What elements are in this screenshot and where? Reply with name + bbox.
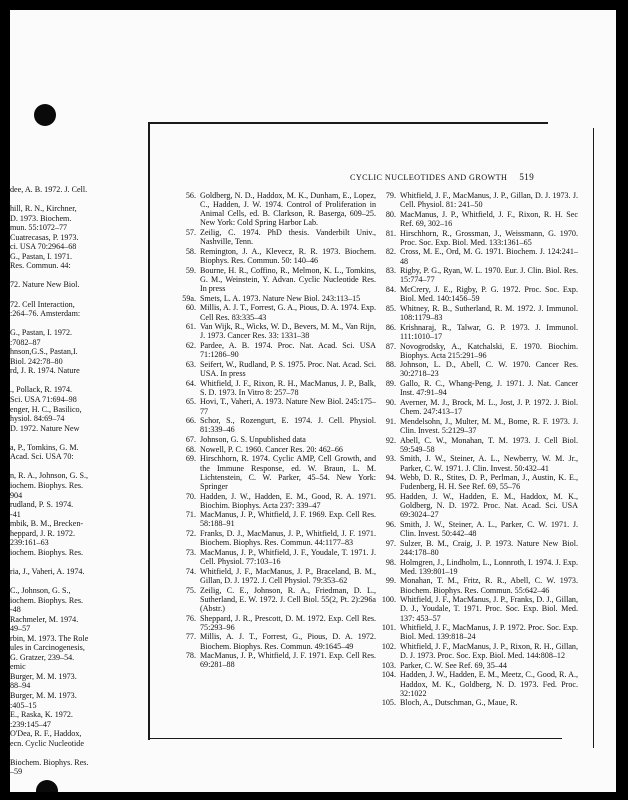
left-fragment-line: 49–57 xyxy=(10,624,31,634)
reference-entry xyxy=(178,454,376,491)
reference-number: 88. xyxy=(385,360,396,370)
reference-text: Novogrodsky, A., Katchalski, E. 1970. Biochim. Biophys. Acta 215:291–96 xyxy=(400,341,578,360)
reference-number: 58. xyxy=(185,246,196,256)
reference-text: Seifert, W., Rudland, P. S. 1975. Proc. Nat. Acad. Sci. USA. In press xyxy=(200,359,376,378)
reference-number: 89. xyxy=(385,379,396,389)
left-fragment-line: rudland, P. S. 1974. xyxy=(10,500,74,510)
reference-text: Bloch, A., Dutschman, G., Maue, R. xyxy=(400,698,518,708)
scanned-page xyxy=(10,10,616,792)
reference-text: Webb, D. R., Stites, D. P., Perlman, J., Austin, K. E., Fudenberg, H. H. See Ref. 69, 55–76 xyxy=(400,473,578,492)
reference-text: Hadden, J. W., Hadden, E. M., Good, R. A. 1971. Biochim. Biophys. Acta 237: 339–47 xyxy=(200,491,376,510)
reference-entry xyxy=(378,398,578,416)
left-fragment-line: Biochem. Biophys. Res. xyxy=(10,757,89,767)
left-fragment-line: ecn. Cyclic Nucleotide xyxy=(10,738,84,748)
left-fragment-line: Acad. Sci. USA 70: xyxy=(10,452,74,462)
reference-entry xyxy=(178,416,376,434)
left-fragment-line: mbik, B. M., Brecken- xyxy=(10,519,84,529)
reference-entry xyxy=(378,623,578,641)
reference-text: Johnson, L. D., Abell, C. W. 1970. Cancer Res. 30:2718–23 xyxy=(400,360,578,379)
reference-text: Bourne, H. R., Coffino, R., Melmon, K. L., Tomkins, G. M., Weinstein, Y. Advan. Cyclic Nucleotide Res. In press xyxy=(200,265,376,294)
reference-entry xyxy=(378,266,578,284)
left-fragment-line: G. Gratzer, 239–54. xyxy=(10,652,75,662)
reference-text: Franks, D. J., MacManus, J. P., Whitfield, J. F. 1971. Biochem. Biophys. Res. Commun. 44:1177–83 xyxy=(200,529,376,548)
left-fragment-line: G., Pastan, I. 1971. xyxy=(10,251,73,261)
reference-number: 78. xyxy=(185,651,196,661)
reference-number: 84. xyxy=(385,285,396,295)
reference-text: Holmgren, J., Lindholm, L., Lonnroth, I. 1974. J. Exp. Med. 139:801–19 xyxy=(400,557,578,576)
reference-number: 86. xyxy=(385,322,396,332)
reference-text: Hirschhorn, R., Grossman, J., Weissmann, G. 1970. Proc. Soc. Exp. Biol. Med. 133:1361–65 xyxy=(400,228,578,247)
page-number: 519 xyxy=(519,172,535,182)
reference-number: 59a. xyxy=(182,293,196,303)
left-fragment-line: 72. Cell Interaction, xyxy=(10,299,75,309)
reference-entry xyxy=(178,228,376,246)
reference-text: Zeilig, C. 1974. PhD thesis. Vanderbilt Univ., Nashville, Tenn. xyxy=(200,228,376,247)
left-fragment-line: heppard, J. R. 1972. xyxy=(10,528,75,538)
reference-entry xyxy=(378,642,578,660)
reference-text: Smith, J. W., Steiner, A. L., Parker, C. W. 1971. J. Clin. Invest. 50:442–48 xyxy=(400,519,578,539)
left-fragment-line xyxy=(10,319,128,329)
reference-text: Abell, C. W., Monahan, T. M. 1973. J. Cell Biol. 59:549–58 xyxy=(400,435,578,454)
left-fragment-line: 904 xyxy=(10,490,23,500)
reference-entry xyxy=(178,632,376,650)
reference-entry xyxy=(378,436,578,454)
reference-text: Whitney, R. B., Sutherland, R. M. 1972. J. Immunol. 108:1179–83 xyxy=(400,303,578,323)
left-fragment-line: iochem. Biophys. Res. xyxy=(10,480,84,490)
page-edge-bottom xyxy=(148,738,562,739)
reference-entry xyxy=(178,614,376,632)
left-fragment-line: ci. USA 70:2964–68 xyxy=(10,242,77,252)
left-fragment-line: Res. Commun. 44: xyxy=(10,261,71,271)
reference-number: 83. xyxy=(385,266,396,276)
reference-number: 93. xyxy=(385,454,396,464)
left-fragment-line: 239:161–63 xyxy=(10,538,49,548)
reference-text: Mendelsohn, J., Multer, M. M., Bome, R. F. 1973. J. Clin. Invest. 5:2129–37 xyxy=(400,416,578,435)
reference-entry xyxy=(378,191,578,209)
reference-entry xyxy=(378,379,578,397)
left-fragment-line xyxy=(10,462,128,472)
left-fragment-line: -48 xyxy=(10,605,21,615)
reference-number: 103. xyxy=(381,660,396,670)
left-fragment-line xyxy=(10,290,128,300)
left-fragment-line: -41 xyxy=(10,509,21,519)
reference-entry xyxy=(178,322,376,340)
left-fragment-line xyxy=(10,748,128,758)
reference-number: 75. xyxy=(185,585,196,595)
reference-number: 82. xyxy=(385,247,396,257)
left-fragment-line: Burger, M. M. 1973. xyxy=(10,671,77,681)
reference-entry xyxy=(378,520,578,538)
reference-text: Whitfield, J. F., MacManus, J. P., Rixon, R. H., Gillan, D. J. 1973. Proc. Soc. Exp. Biol. Med. 144:808–12 xyxy=(400,642,578,661)
reference-entry xyxy=(378,576,578,594)
reference-text: Sulzer, B. M., Craig, J. P. 1973. Nature New Biol. 244:178–80 xyxy=(400,538,578,557)
left-fragment-line: 88–94 xyxy=(10,681,31,691)
reference-text: Rigby, P. G., Ryan, W. L. 1970. Eur. J. Clin. Biol. Res. 15:774–77 xyxy=(400,266,578,285)
reference-number: 71. xyxy=(185,510,196,520)
left-fragment-line: hnson,G.S., Pastan,I. xyxy=(10,347,78,357)
reference-number: 101. xyxy=(381,623,396,633)
left-fragment-line: C., Johnson, G. S., xyxy=(10,585,71,595)
left-fragment-line: hysiol. 84:69–74 xyxy=(10,414,65,424)
reference-entry xyxy=(378,558,578,576)
punch-hole-bottom xyxy=(36,780,58,792)
reference-number: 64. xyxy=(185,378,196,388)
reference-entry xyxy=(178,294,376,303)
reference-number: 72. xyxy=(185,529,196,539)
reference-number: 99. xyxy=(385,576,396,586)
reference-text: Pardee, A. B. 1974. Proc. Nat. Acad. Sci. USA 71:1286–90 xyxy=(200,341,376,360)
reference-text: Millis, A. J. T., Forrest, G. A., Pious, D. A. 1974. Exp. Cell Res. 83:335–43 xyxy=(200,303,376,322)
reference-number: 104. xyxy=(381,670,396,680)
left-fragment-line: ., Pollack, R. 1974. xyxy=(10,385,73,395)
reference-entry xyxy=(178,510,376,528)
left-fragment-line: D. 1973. Biochem. xyxy=(10,213,72,223)
reference-entry xyxy=(378,229,578,247)
page-edge-top xyxy=(148,122,548,124)
reference-entry xyxy=(178,586,376,613)
reference-text: Nowell, P. C. 1960. Cancer Res. 20: 462–66 xyxy=(200,444,343,454)
reference-entry xyxy=(378,417,578,435)
reference-number: 85. xyxy=(385,303,396,313)
left-fragment-line: D. 1972. Nature New xyxy=(10,423,80,433)
reference-text: MacManus, J. P., Whitfield, J. F. 1969. Exp. Cell Res. 58:188–91 xyxy=(200,510,376,529)
reference-text: Remington, J. A., Klevecz, R. R. 1973. Biochem. Biophys. Res. Commun. 50: 140–46 xyxy=(200,246,376,266)
reference-text: Millis, A. J. T., Forrest, G., Pious, D. A. 1972. Biochem. Biophys. Res. Commun. 49:1645–49 xyxy=(200,632,376,651)
reference-text: Smith, J. W., Steiner, A. L., Newberry, W. M. Jr., Parker, C. W. 1971. J. Clin. Invest. 50:432–41 xyxy=(400,454,578,473)
reference-number: 67. xyxy=(185,435,196,445)
reference-number: 94. xyxy=(385,473,396,483)
left-fragment-line: mun. 55:1072–77 xyxy=(10,223,68,233)
left-fragment-line: :239:145–47 xyxy=(10,719,51,729)
reference-number: 91. xyxy=(385,416,396,426)
punch-hole-top xyxy=(34,104,56,126)
reference-number: 102. xyxy=(381,642,396,651)
reference-number: 81. xyxy=(385,228,396,238)
left-fragment-line: –59 xyxy=(10,767,23,777)
reference-entry xyxy=(178,529,376,547)
left-fragment-line: Sci. USA 71:694–98 xyxy=(10,395,77,405)
reference-text: Whitfield, J. F., MacManus, J. P. 1972. Proc. Soc. Exp. Biol. Med. 139:818–24 xyxy=(400,623,578,642)
left-fragment-line xyxy=(10,433,128,443)
running-header xyxy=(350,172,534,182)
left-fragment-line: 72. Nature New Biol. xyxy=(10,280,80,290)
reference-entry xyxy=(378,304,578,322)
reference-text: Hirschhorn, R. 1974. Cyclic AMP, Cell Growth, and the Immune Response, ed. W. Braun, L. M. Lichtenstein, C. W. Parker, 45–54. New York: Springer xyxy=(200,454,376,491)
left-fragment-line: n, R. A., Johnson, G. S., xyxy=(10,471,89,481)
reference-number: 73. xyxy=(185,547,196,557)
reference-text: Gallo, R. C., Whang-Peng, J. 1971. J. Nat. Cancer Inst. 47:91–94 xyxy=(400,379,578,398)
reference-number: 63. xyxy=(185,359,196,369)
reference-entry xyxy=(178,435,376,444)
reference-text: Hadden, J. W., Hadden, E. M., Haddox, M. K., Goldberg, N. D. 1972. Proc. Nat. Acad. Sci. USA 69:3024–27 xyxy=(400,492,578,520)
reference-text: Hovi, T., Vaheri, A. 1973. Nature New Biol. 245:175–77 xyxy=(200,397,376,416)
reference-entry xyxy=(378,473,578,491)
left-fragment-line: rd, J. R. 1974. Nature xyxy=(10,366,80,376)
reference-entry xyxy=(178,360,376,378)
reference-entry xyxy=(178,266,376,293)
left-fragment-line: Biol. 242:78–80 xyxy=(10,356,63,366)
left-fragment-line: emic xyxy=(10,662,26,672)
left-fragment-line: hill, R. N., Kirchner, xyxy=(10,204,77,214)
reference-number: 79. xyxy=(385,191,396,200)
reference-text: Whitfield, J. F., MacManus, J. P., Gillan, D. J. 1973. J. Cell. Physiol. 81: 241–50 xyxy=(400,191,578,210)
reference-number: 57. xyxy=(185,228,196,238)
reference-entry xyxy=(378,595,578,622)
left-fragment-line xyxy=(10,557,128,567)
reference-entry xyxy=(378,210,578,228)
reference-entry xyxy=(378,492,578,519)
reference-number: 105. xyxy=(381,698,396,708)
reference-entry xyxy=(378,342,578,360)
reference-number: 90. xyxy=(385,397,396,407)
reference-entry xyxy=(378,360,578,378)
left-fragment-line: ules in Carcinogenesis, xyxy=(10,643,85,653)
reference-entry xyxy=(378,661,578,670)
reference-number: 80. xyxy=(385,209,396,219)
reference-entry xyxy=(378,539,578,557)
left-fragment-line: G., Pastan, I. 1972. xyxy=(10,328,73,338)
reference-entry xyxy=(378,698,578,707)
reference-entry xyxy=(178,303,376,321)
reference-text: Krishnaraj, R., Talwar, G. P. 1973. J. Immunol. 111:1010–17 xyxy=(400,322,578,341)
left-page-fragment xyxy=(10,185,128,777)
reference-entry xyxy=(378,454,578,472)
running-title: CYCLIC NUCLEOTIDES AND GROWTH xyxy=(350,173,508,182)
left-fragment-line: Rachmeler, M. 1974. xyxy=(10,614,79,624)
reference-number: 74. xyxy=(185,566,196,576)
reference-text: MacManus, J. P., Whitfield, J. F. 1971. Exp. Cell Res. 69:281–88 xyxy=(200,651,376,670)
reference-entry xyxy=(178,651,376,669)
reference-entry xyxy=(178,341,376,359)
reference-number: 96. xyxy=(385,519,396,529)
reference-text: Whitfield, J. F., MacManus, J. P., Franks, D. J., Gillan, D. J., Youdale, T. 1971. Proc. Soc. Exp. Biol. Med. 137: 453–57 xyxy=(400,595,578,623)
reference-number: 56. xyxy=(185,191,196,200)
reference-column-left xyxy=(178,191,376,670)
reference-text: Whitfield, J. F., Rixon, R. H., MacManus, J. P., Balk, S. D. 1973. In Vitro 8: 257–78 xyxy=(200,378,376,397)
reference-text: Zeilig, C. E., Johnson, R. A., Friedman, D. L., Sutherland, E. W. 1972. J. Cell Biol. 55(2, Pt. 2):296a (Abstr.) xyxy=(200,585,376,613)
reference-number: 68. xyxy=(185,444,196,454)
reference-text: Schor, S., Rozengurt, E. 1974. J. Cell. Physiol. 81:339–46 xyxy=(200,416,376,435)
reference-text: Johnson, G. S. Unpublished data xyxy=(200,435,306,445)
reference-text: Monahan, T. M., Fritz, R. R., Abell, C. W. 1973. Biochem. Biophys. Res. Commun. 55:642–46 xyxy=(400,576,578,595)
reference-number: 69. xyxy=(185,454,196,464)
page-edge-right xyxy=(593,128,594,748)
left-fragment-line: rbin, M. 1973. The Role xyxy=(10,633,89,643)
reference-number: 76. xyxy=(185,613,196,623)
reference-number: 66. xyxy=(185,416,196,426)
reference-text: MacManus, J. P., Whitfield, J. F., Youdale, T. 1971. J. Cell. Physiol. 77:103–16 xyxy=(200,547,376,567)
reference-entry xyxy=(178,567,376,585)
reference-entry xyxy=(178,247,376,265)
left-fragment-line: Cuatrecasas, P. 1973. xyxy=(10,232,79,242)
reference-entry xyxy=(178,191,376,228)
left-fragment-line xyxy=(10,576,128,586)
reference-number: 65. xyxy=(185,397,196,407)
left-fragment-line: :264–76. Amsterdam: xyxy=(10,309,81,319)
reference-number: 92. xyxy=(385,435,396,445)
reference-number: 62. xyxy=(185,341,196,350)
reference-entry xyxy=(178,445,376,454)
left-fragment-line: :7082–87 xyxy=(10,337,41,347)
reference-text: McCrery, J. E., Rigby, P. G. 1972. Proc. Soc. Exp. Biol. Med. 140:1456–59 xyxy=(400,285,578,304)
reference-number: 87. xyxy=(385,341,396,351)
left-fragment-line: dee, A. B. 1972. J. Cell. xyxy=(10,185,88,194)
reference-column-right xyxy=(378,191,578,708)
reference-number: 61. xyxy=(185,322,196,332)
reference-text: MacManus, J. P., Whitfield, J. F., Rixon, R. H. Sec Ref. 69, 302–16 xyxy=(400,209,578,228)
reference-number: 97. xyxy=(385,538,396,548)
left-fragment-line xyxy=(10,376,128,386)
reference-text: Goldberg, N. D., Haddox, M. K., Dunham, E., Lopez, C., Hadden, J. W. 1974. Control of Proliferation in Animal Cells, ed. B. Clarkson, R. Baserga, 609–25. New York: Cold Spring Harbor Lab. xyxy=(200,191,376,228)
reference-text: Van Wijk, R., Wicks, W. D., Bevers, M. M., Van Rijn, J. 1973. Cancer Res. 33: 1331–38 xyxy=(200,322,376,341)
reference-text: Sheppard, J. R., Prescott, D. M. 1972. Exp. Cell Res. 75:293–96 xyxy=(200,613,376,632)
reference-text: Whitfield, J. F., MacManus, J. P., Braceland, B. M., Gillan, D. J. 1972. J. Cell Physiol. 79:353–62 xyxy=(200,566,376,585)
reference-entry xyxy=(178,492,376,510)
reference-entry xyxy=(178,548,376,566)
reference-text: Cross, M. E., Ord, M. G. 1971. Biochem. J. 124:241–48 xyxy=(400,247,578,266)
reference-number: 100. xyxy=(381,595,396,605)
reference-entry xyxy=(378,670,578,697)
reference-entry xyxy=(378,247,578,265)
reference-text: Smets, L. A. 1973. Nature New Biol. 243:113–15 xyxy=(200,293,361,303)
reference-text: Averner, M. J., Brock, M. L., Jost, J. P. 1972. J. Biol. Chem. 247:413–17 xyxy=(400,397,578,417)
reference-text: Hadden, J. W., Hadden, E. M., Meetz, C., Good, R. A., Haddox, M. K., Goldberg, N. D. 1973. Fed. Proc. 32:1022 xyxy=(400,670,578,698)
left-fragment-line xyxy=(10,271,128,281)
page-edge-left xyxy=(148,122,150,740)
reference-text: Parker, C. W. See Ref. 69, 35–44 xyxy=(400,660,507,670)
left-fragment-line: Burger, M. M. 1973. xyxy=(10,690,77,700)
reference-entry xyxy=(178,379,376,397)
reference-entry xyxy=(178,397,376,415)
left-fragment-line: :405–15 xyxy=(10,700,37,710)
left-fragment-line: enger, H. C., Basilico, xyxy=(10,404,82,414)
left-fragment-line: iochem. Biophys. Res. xyxy=(10,595,84,605)
left-fragment-line: a, P., Tomkins, G. M. xyxy=(10,442,79,452)
reference-number: 95. xyxy=(385,492,396,501)
reference-entry xyxy=(378,285,578,303)
left-fragment-line: O'Dea, R. F., Haddox, xyxy=(10,729,82,739)
reference-number: 98. xyxy=(385,557,396,567)
reference-entry xyxy=(378,323,578,341)
reference-number: 60. xyxy=(185,303,196,313)
left-fragment-line: iochem. Biophys. Res. xyxy=(10,547,84,557)
reference-number: 59. xyxy=(185,265,196,275)
reference-number: 70. xyxy=(185,491,196,501)
left-fragment-line: E., Raska, K. 1972. xyxy=(10,710,73,720)
reference-number: 77. xyxy=(185,632,196,642)
left-fragment-line xyxy=(10,195,128,205)
left-fragment-line: ria, J., Vaheri, A. 1974. xyxy=(10,566,85,576)
